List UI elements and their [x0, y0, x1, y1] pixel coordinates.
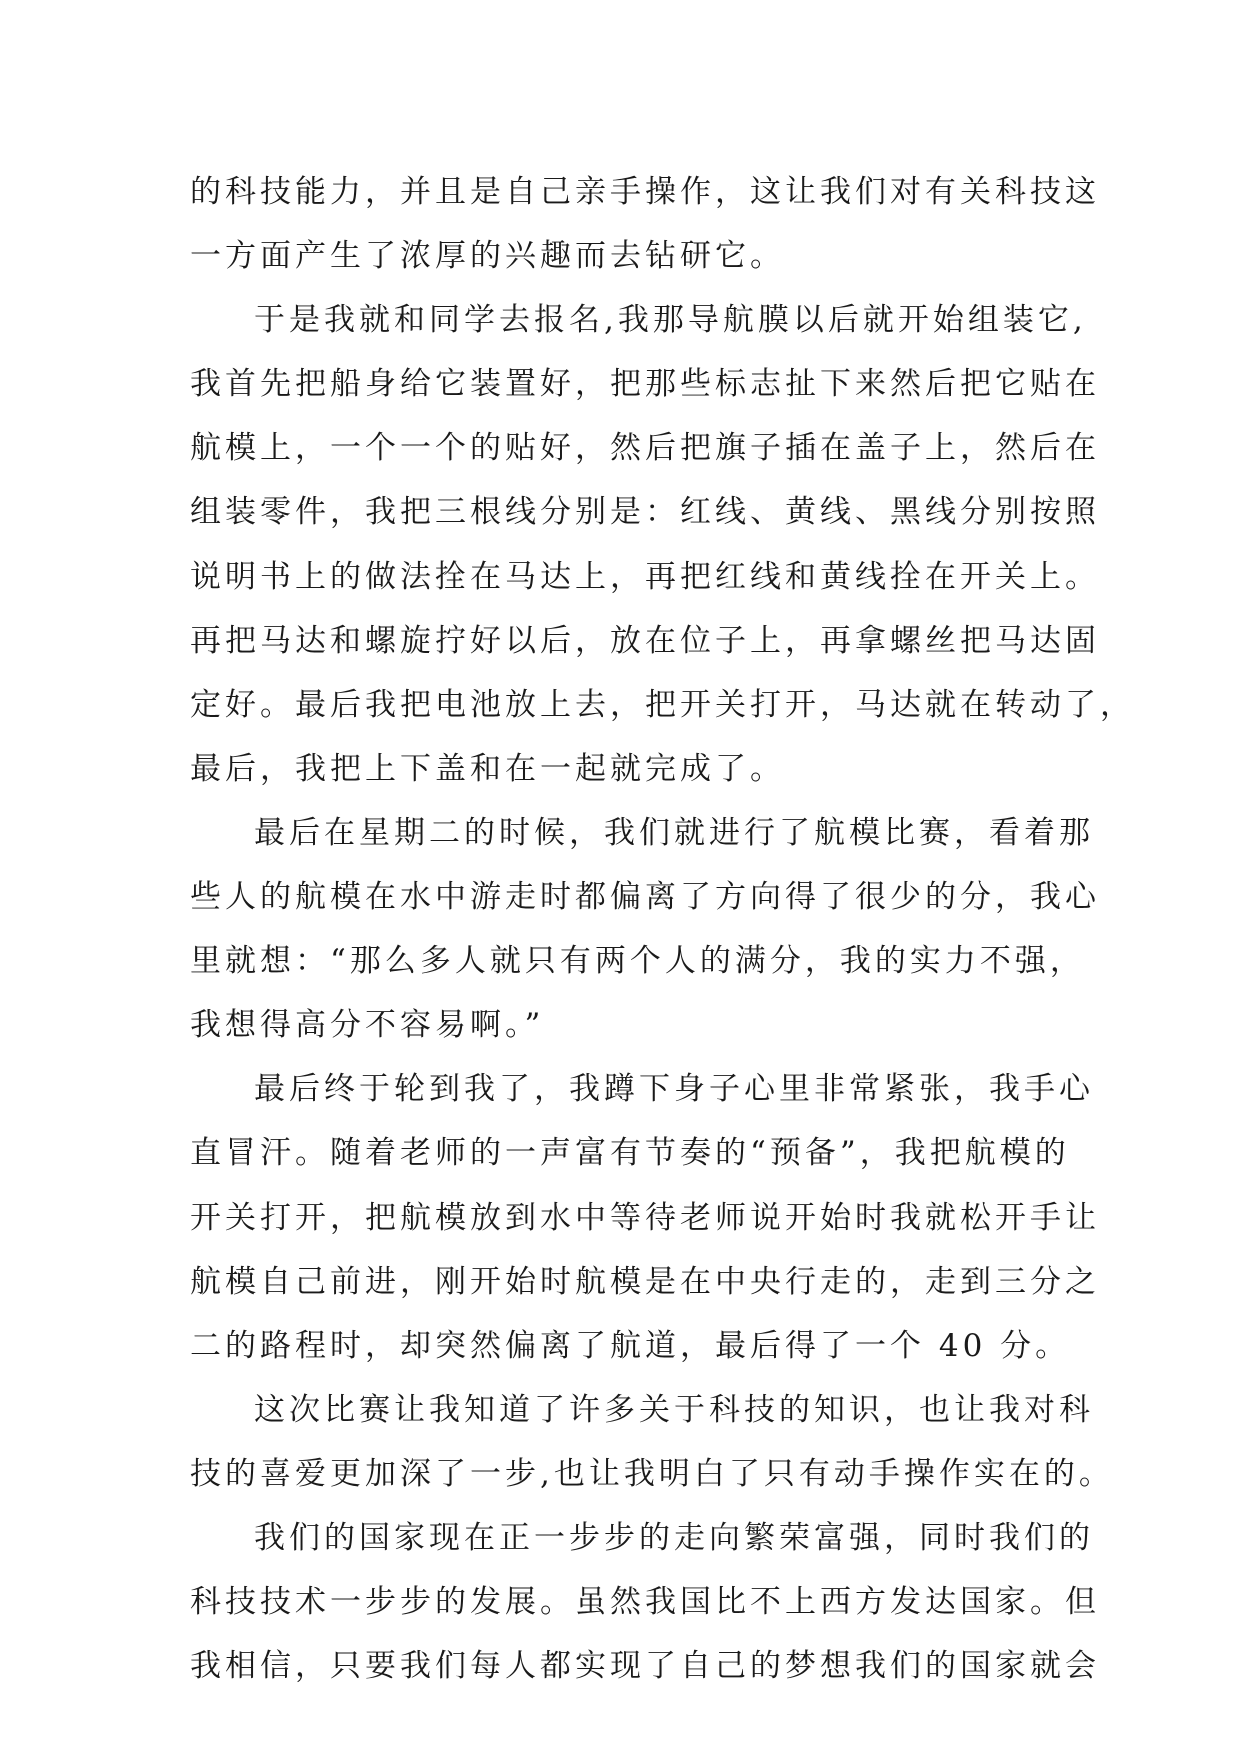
text-line: 最后终于轮到我了，我蹲下身子心里非常紧张，我手心	[254, 1071, 1094, 1108]
text-line: 航模上，一个一个的贴好，然后把旗子插在盖子上，然后在	[190, 430, 1100, 467]
text-line: 于是我就和同学去报名,我那导航膜以后就开始组装它,	[254, 302, 1087, 339]
text-line: 我想得高分不容易啊。”	[190, 1007, 545, 1044]
text-line: 我们的国家现在正一步步的走向繁荣富强，同时我们的	[254, 1519, 1094, 1556]
body-text	[190, 160, 1135, 1698]
text-line: 技的喜爱更加深了一步,也让我明白了只有动手操作实在的。	[190, 1455, 1114, 1492]
text-line: 的科技能力，并且是自己亲手操作，这让我们对有关科技这	[190, 174, 1100, 210]
text-line: 一方面产生了浓厚的兴趣而去钻研它。	[190, 238, 785, 275]
text-line: 最后在星期二的时候，我们就进行了航模比赛，看着那	[254, 814, 1094, 851]
text-line: 说明书上的做法拴在马达上，再把红线和黄线拴在开关上。	[190, 558, 1100, 595]
text-line: 二的路程时，却突然偏离了航道，最后得了一个 40 分。	[190, 1327, 1071, 1364]
text-line: 航模自己前进，刚开始时航模是在中央行走的，走到三分之	[190, 1263, 1100, 1300]
text-line: 我相信，只要我们每人都实现了自己的梦想我们的国家就会	[190, 1648, 1100, 1685]
text-line: 开关打开，把航模放到水中等待老师说开始时我就松开手让	[190, 1199, 1100, 1236]
text-line: 科技技术一步步的发展。虽然我国比不上西方发达国家。但	[190, 1584, 1100, 1621]
text-line: 些人的航模在水中游走时都偏离了方向得了很少的分，我心	[190, 879, 1100, 916]
text-line: 这次比赛让我知道了许多关于科技的知识，也让我对科	[254, 1391, 1094, 1428]
text-line: 直冒汗。随着老师的一声富有节奏的“预备”，我把航模的	[190, 1135, 1070, 1172]
text-line: 里就想：“那么多人就只有两个人的满分，我的实力不强，	[190, 943, 1085, 980]
text-line: 最后，我把上下盖和在一起就完成了。	[190, 750, 785, 787]
text-line: 再把马达和螺旋拧好以后，放在位子上，再拿螺丝把马达固	[190, 622, 1100, 659]
text-line: 定好。最后我把电池放上去，把开关打开，马达就在转动了，	[190, 686, 1135, 723]
text-line: 我首先把船身给它装置好，把那些标志扯下来然后把它贴在	[190, 366, 1100, 403]
text-line: 组装零件，我把三根线分别是：红线、黄线、黑线分别按照	[190, 494, 1100, 531]
